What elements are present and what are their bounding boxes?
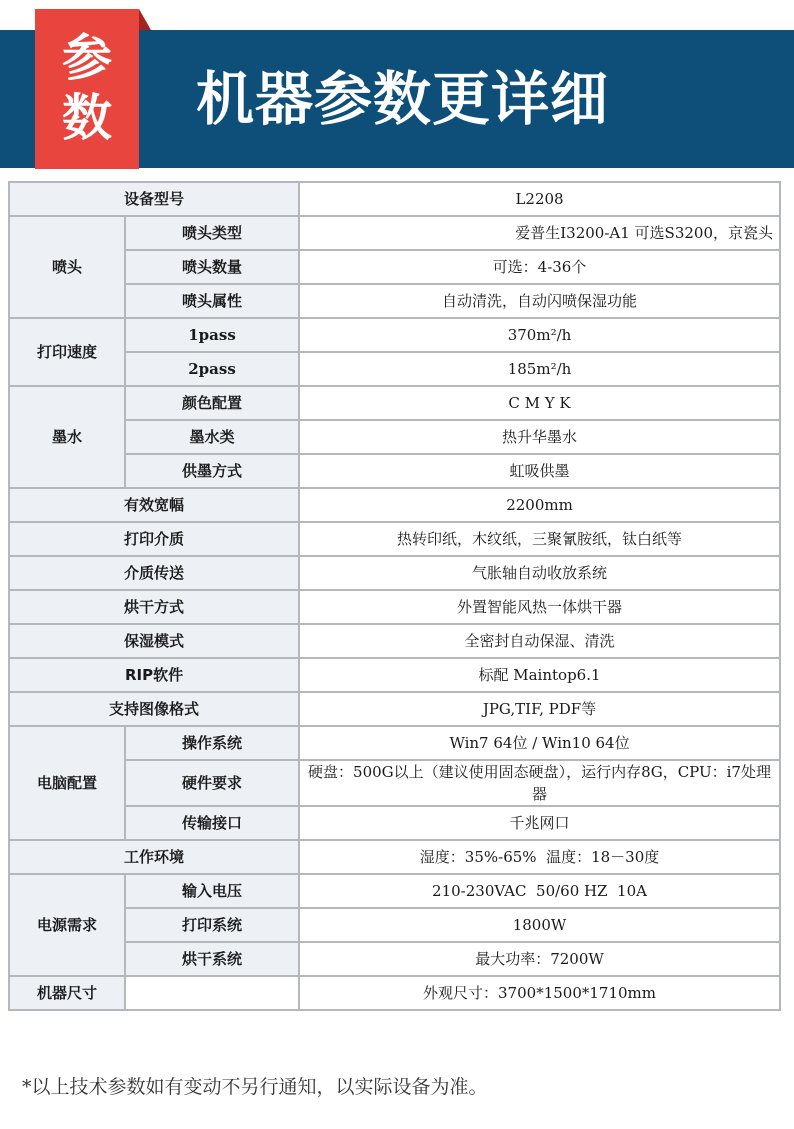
dry-sys-value: 最大功率：7200W [300, 943, 779, 975]
voltage-label: 输入电压 [126, 875, 298, 907]
ink-color-value: C M Y K [300, 387, 779, 419]
ink-type-value: 热升华墨水 [300, 421, 779, 453]
ink-group-label: 墨水 [10, 387, 124, 487]
table-row [10, 557, 779, 589]
table-row [10, 591, 779, 623]
hw-value: 硬盘：500G以上（建议使用固态硬盘），运行内存8G，CPU：i7处理器 [300, 761, 779, 805]
hw-label: 硬件要求 [126, 761, 298, 805]
ink-color-label: 颜色配置 [126, 387, 298, 419]
nozzle-attr-label: 喷头属性 [126, 285, 298, 317]
env-label: 工作环境 [10, 841, 298, 873]
tag-line-2: 数 [62, 89, 112, 147]
size-label: 机器尺寸 [10, 977, 124, 1009]
os-label: 操作系统 [126, 727, 298, 759]
size-empty-cell [126, 977, 298, 1009]
tag-fold [139, 9, 151, 30]
table-row [10, 909, 779, 941]
tag-label [35, 28, 139, 148]
nozzle-group-label: 喷头 [10, 217, 124, 317]
moist-label: 保湿模式 [10, 625, 298, 657]
ink-supply-label: 供墨方式 [126, 455, 298, 487]
table-row [10, 841, 779, 873]
page-title: 机器参数更详细 [196, 65, 610, 133]
table-row [10, 693, 779, 725]
speed-1pass-label: 1pass [126, 319, 298, 351]
speed-2pass-label: 2pass [126, 353, 298, 385]
os-value: Win7 64位 / Win10 64位 [300, 727, 779, 759]
table-row [10, 943, 779, 975]
nozzle-type-value: 爱普生I3200-A1 可选S3200，京瓷头 [300, 217, 779, 249]
footnote: *以上技术参数如有变动不另行通知，以实际设备为准。 [22, 1076, 488, 1098]
format-value: JPG,TIF, PDF等 [300, 693, 779, 725]
print-sys-label: 打印系统 [126, 909, 298, 941]
model-value: L2208 [300, 183, 779, 215]
tag-line-1: 参 [62, 29, 112, 87]
dry-sys-label: 烘干系统 [126, 943, 298, 975]
nozzle-count-value: 可选：4-36个 [300, 251, 779, 283]
rip-value: 标配 Maintop6.1 [300, 659, 779, 691]
size-value: 外观尺寸：3700*1500*1710mm [300, 977, 779, 1009]
table-row [10, 727, 779, 759]
table-row [10, 875, 779, 907]
table-row [10, 217, 779, 249]
print-sys-value: 1800W [300, 909, 779, 941]
power-group-label: 电源需求 [10, 875, 124, 975]
format-label: 支持图像格式 [10, 693, 298, 725]
env-value: 湿度：35%-65% 温度：18－30度 [300, 841, 779, 873]
rip-label: RIP软件 [10, 659, 298, 691]
table-row [10, 387, 779, 419]
table-row [10, 625, 779, 657]
voltage-value: 210-230VAC 50/60 HZ 10A [300, 875, 779, 907]
media-value: 热转印纸，木纹纸，三聚氰胺纸，钛白纸等 [300, 523, 779, 555]
nozzle-count-label: 喷头数量 [126, 251, 298, 283]
nozzle-attr-value: 自动清洗，自动闪喷保湿功能 [300, 285, 779, 317]
table-row [10, 319, 779, 351]
table-row [10, 455, 779, 487]
table-row [10, 489, 779, 521]
table-row [10, 421, 779, 453]
table-row [10, 285, 779, 317]
transport-label: 介质传送 [10, 557, 298, 589]
nozzle-type-label: 喷头类型 [126, 217, 298, 249]
speed-2pass-value: 185m²/h [300, 353, 779, 385]
width-label: 有效宽幅 [10, 489, 298, 521]
table-row [10, 523, 779, 555]
port-value: 千兆网口 [300, 807, 779, 839]
model-label: 设备型号 [10, 183, 298, 215]
pc-group-label: 电脑配置 [10, 727, 124, 839]
table-row [10, 183, 779, 215]
drying-value: 外置智能风热一体烘干器 [300, 591, 779, 623]
spec-table [8, 181, 781, 1011]
table-row [10, 761, 779, 805]
table-row [10, 353, 779, 385]
table-row [10, 659, 779, 691]
table-row [10, 251, 779, 283]
ink-type-label: 墨水类 [126, 421, 298, 453]
speed-1pass-value: 370m²/h [300, 319, 779, 351]
table-row [10, 977, 779, 1009]
drying-label: 烘干方式 [10, 591, 298, 623]
table-row [10, 807, 779, 839]
ink-supply-value: 虹吸供墨 [300, 455, 779, 487]
port-label: 传输接口 [126, 807, 298, 839]
media-label: 打印介质 [10, 523, 298, 555]
width-value: 2200mm [300, 489, 779, 521]
moist-value: 全密封自动保湿、清洗 [300, 625, 779, 657]
transport-value: 气胀轴自动收放系统 [300, 557, 779, 589]
speed-group-label: 打印速度 [10, 319, 124, 385]
